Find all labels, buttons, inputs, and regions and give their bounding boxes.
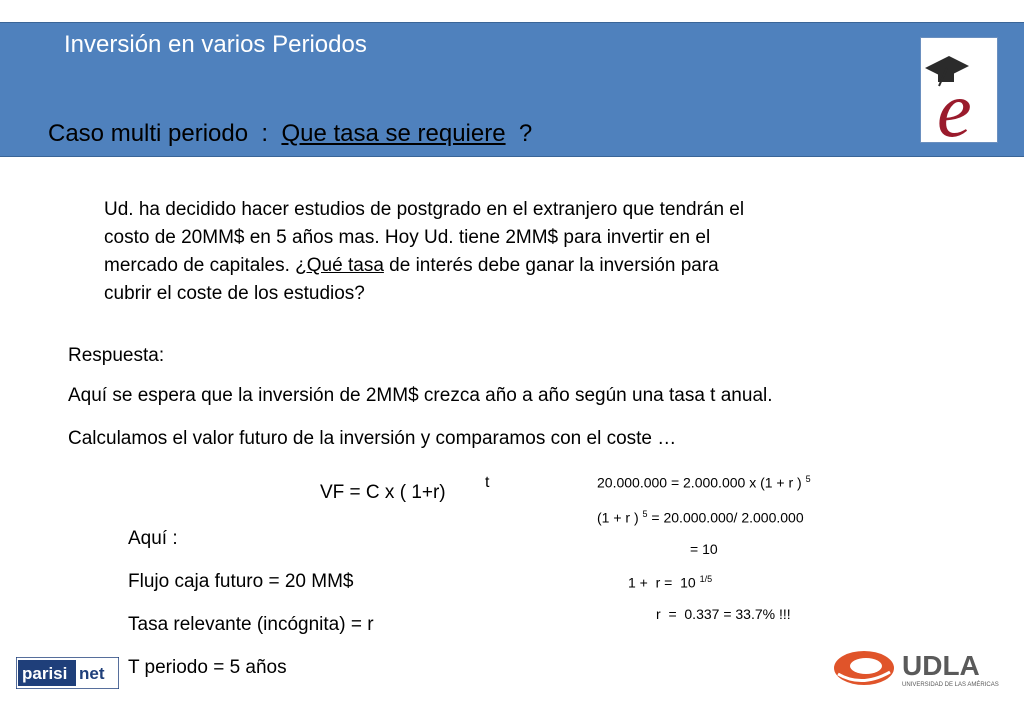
calc-line-2: (1 + r ) $^5$ = 20.000.000/ 2.000.000 [597,509,804,526]
udla-logo-icon [832,648,1002,690]
intro-question-link: ¿Qué tasa [295,255,384,276]
calc-line-4: 1 + r = 10 $^{1/5}$ [628,574,713,591]
subtitle-link: Que tasa se requiere [281,120,506,147]
problem-statement [104,196,924,308]
graduation-e-logo-icon [921,38,997,142]
parisinet-logo-icon [16,657,119,689]
intro-line-4: cubrir el coste de los estudios? [104,283,365,304]
answer-label: Respuesta: [68,345,165,366]
svg-text:net: net [79,664,105,683]
header-banner [0,22,1024,157]
definition-item: Aquí : [128,528,178,549]
formula-main: VF = C x ( 1+r) [320,482,446,503]
page-title: Inversión en varios Periodos [64,31,367,58]
intro-line-3 [104,252,924,280]
udla-logo [832,648,1002,690]
svg-text:parisi: parisi [22,664,68,683]
intro-line-3-pre: mercado de capitales. [104,255,296,276]
svg-text:UDLA: UDLA [902,650,980,681]
page-subtitle [48,120,532,148]
future-value-formula [320,474,490,504]
calc-line-5: r = 0.337 = 33.7% !!! [656,606,791,622]
intro-line-1: Ud. ha decidido hacer estudios de postgrado en el extranjero que tendrán el [104,199,745,220]
calc-line-3: = 10 [690,541,718,557]
svg-text:e: e [937,66,972,142]
intro-line-3-post: de interés debe ganar la inversión para [383,255,719,276]
formula-exponent: t [485,474,490,491]
subtitle-prefix: Caso multi periodo : [48,120,282,147]
answer-line-2: Calculamos el valor futuro de la inversión y comparamos con el coste … [68,428,677,449]
answer-line-1: Aquí se espera que la inversión de 2MM$ crezca año a año según una tasa t anual. [68,385,773,406]
e-logo [920,37,998,143]
subtitle-suffix: ? [505,120,533,147]
intro-line-2: costo de 20MM$ en 5 años mas. Hoy Ud. tiene 2MM$ para invertir en el [104,227,711,248]
definition-item: Tasa relevante (incógnita) = r [128,614,374,635]
parisinet-logo [16,657,119,689]
definition-item: Flujo caja futuro = 20 MM$ [128,571,354,592]
definition-item: T periodo = 5 años [128,657,287,678]
calc-line-1: 20.000.000 = 2.000.000 x (1 + r ) $^5$ [597,474,811,491]
svg-text:UNIVERSIDAD DE LAS AMÉRICAS: UNIVERSIDAD DE LAS AMÉRICAS [902,682,999,688]
